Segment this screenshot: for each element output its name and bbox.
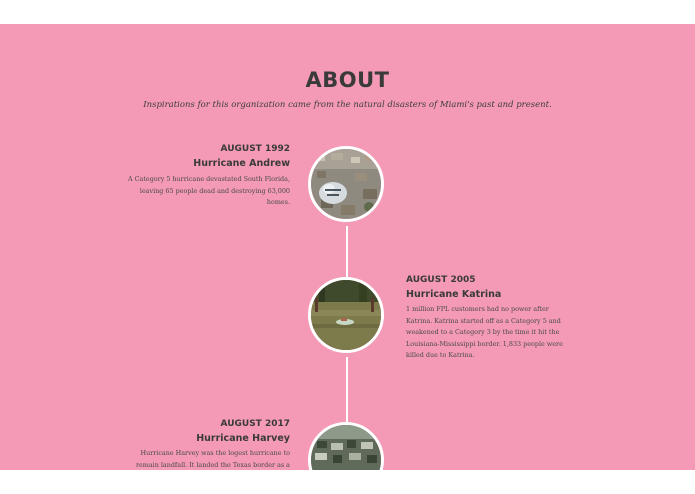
event-date: AUGUST 1992 [220, 144, 290, 154]
hurricane-katrina-photo [308, 277, 384, 353]
event-description: A Category 5 hurricane devastated South Florida, leaving 65 people dead and destroying 63,000 homes. [128, 175, 290, 206]
about-section [0, 24, 695, 470]
event-title: Hurricane Andrew [193, 158, 290, 169]
page-title: ABOUT [305, 68, 390, 92]
page-subtitle: Inspirations for this organization came from the natural disasters of Miami's past and present. [143, 100, 552, 110]
event-description: 1 million FPL customers had no power after Katrina. Katrina started off as a Category 5 and weakened to a Category 3 by the time it hit the Louisiana-Mississippi border. 1,833 people were killed due to Katrina. [406, 305, 563, 359]
hurricane-andrew-photo [308, 146, 384, 222]
timeline-connector [346, 357, 348, 423]
hurricane-harvey-photo [308, 422, 384, 470]
event-date: AUGUST 2017 [220, 419, 290, 429]
event-title: Hurricane Katrina [406, 289, 502, 300]
timeline-connector [346, 226, 348, 278]
event-title: Hurricane Harvey [196, 433, 290, 444]
event-description: Hurricane Harvey was the logest hurricane to remain landfall. It landed the Texas border as a [135, 449, 290, 469]
event-date: AUGUST 2005 [406, 275, 476, 285]
